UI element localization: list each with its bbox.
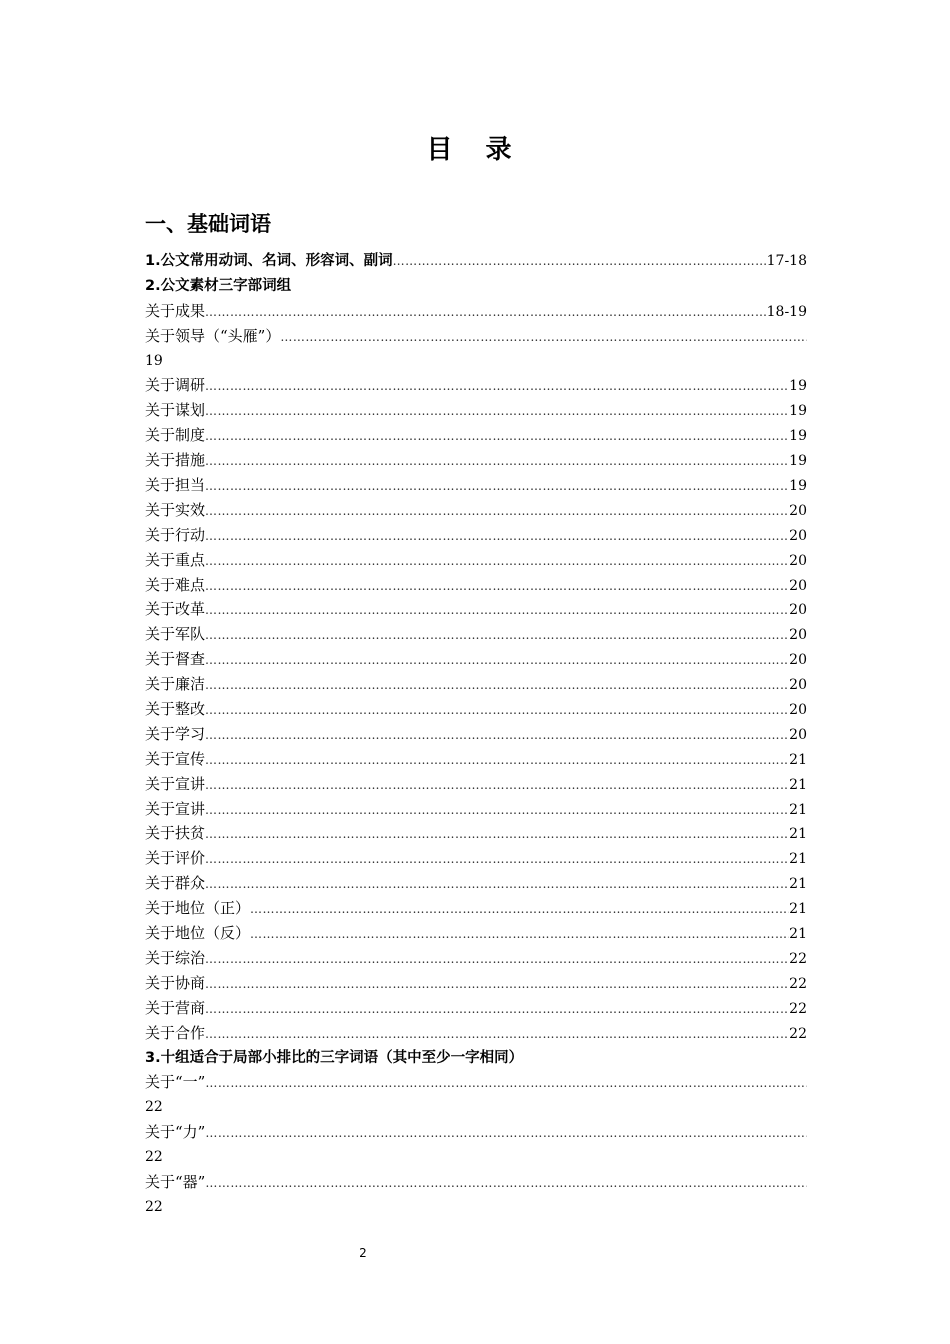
dot-leader xyxy=(205,997,789,1022)
toc-entry-label: 关于措施 xyxy=(145,451,206,470)
toc-entry[interactable] xyxy=(145,797,807,822)
toc-entry-page: 22 xyxy=(789,975,807,992)
toc-entry-label: 关于学习 xyxy=(145,724,206,743)
toc-entry-label: 关于廉洁 xyxy=(145,675,206,694)
toc-entry[interactable] xyxy=(145,647,807,672)
toc-entry-page: 21 xyxy=(789,876,807,893)
toc-entry-page: 20 xyxy=(789,502,807,519)
toc-entry-page: 20 xyxy=(789,552,807,569)
toc-entry-page: 22 xyxy=(145,1099,163,1116)
toc-entry[interactable] xyxy=(145,722,807,747)
toc-entry-page: 20 xyxy=(789,702,807,719)
dot-leader xyxy=(205,798,789,823)
toc-entry-label: 关于地位（反） xyxy=(145,924,251,943)
toc-entry-page: 20 xyxy=(789,677,807,694)
toc-entry-page: 20 xyxy=(789,652,807,669)
toc-entry-label: 关于群众 xyxy=(145,874,206,893)
toc-entry[interactable] xyxy=(145,921,807,946)
toc-entry-page: 19 xyxy=(789,428,807,445)
dot-leader xyxy=(280,325,807,350)
toc-entry-page: 22 xyxy=(789,1000,807,1017)
toc-entry-page: 22 xyxy=(145,1149,163,1166)
dot-leader xyxy=(250,897,789,922)
toc-entry[interactable] xyxy=(145,498,807,523)
toc-entry-label: 关于担当 xyxy=(145,476,206,495)
toc-entry-page: 19 xyxy=(145,352,163,369)
dot-leader xyxy=(250,922,789,947)
toc-entry-page: 17-18 xyxy=(766,253,807,269)
toc-entry[interactable] xyxy=(145,1120,807,1145)
dot-leader xyxy=(205,374,789,399)
toc-entry-label: 关于综治 xyxy=(145,948,206,967)
dot-leader xyxy=(205,773,789,798)
dot-leader xyxy=(205,1121,807,1146)
toc-entry[interactable] xyxy=(145,622,807,647)
toc-entry-page: 19 xyxy=(789,478,807,495)
toc-entry[interactable] xyxy=(145,747,807,772)
toc-entry-page: 21 xyxy=(789,826,807,843)
toc-entry-page: 22 xyxy=(145,1198,163,1215)
section-heading: 一、基础词语 xyxy=(145,212,271,236)
toc-entry-label: 关于协商 xyxy=(145,973,206,992)
toc-entry-label: 关于制度 xyxy=(145,426,206,445)
toc-entry[interactable] xyxy=(145,324,807,349)
dot-leader xyxy=(205,399,789,424)
toc-entry[interactable] xyxy=(145,1170,807,1195)
toc-heading xyxy=(145,1046,807,1071)
toc-entry[interactable] xyxy=(145,373,807,398)
toc-entry-label: 关于营商 xyxy=(145,998,206,1017)
dot-leader xyxy=(205,748,789,773)
toc-entry[interactable] xyxy=(145,697,807,722)
toc-entry-label: 关于宣讲 xyxy=(145,774,206,793)
dot-leader xyxy=(205,872,789,897)
toc-entry[interactable] xyxy=(145,772,807,797)
toc-entry-page: 20 xyxy=(789,627,807,644)
toc-entry-label: 1.公文常用动词、名词、形容词、副词 xyxy=(145,253,393,269)
dot-leader xyxy=(205,474,789,499)
toc-entry[interactable] xyxy=(145,871,807,896)
dot-leader xyxy=(205,648,789,673)
dot-leader xyxy=(205,698,789,723)
toc-entry-label: 关于成果 xyxy=(145,301,206,320)
dot-leader xyxy=(205,300,767,325)
toc-entry-label: 关于谋划 xyxy=(145,401,206,420)
toc-entry-label: 关于军队 xyxy=(145,625,206,644)
dot-leader xyxy=(205,499,789,524)
toc-entry-label: 关于督查 xyxy=(145,650,206,669)
dot-leader xyxy=(205,449,789,474)
toc-entry[interactable] xyxy=(145,946,807,971)
toc-entry-page: 22 xyxy=(789,950,807,967)
toc-entry-page: 20 xyxy=(789,577,807,594)
toc-entry[interactable] xyxy=(145,971,807,996)
toc-entry-label: 2.公文素材三字部词组 xyxy=(145,277,292,294)
toc-entry[interactable] xyxy=(145,299,807,324)
toc-entry-label: 3.十组适合于局部小排比的三字词语（其中至少一字相同） xyxy=(145,1049,524,1066)
toc-entry-page: 21 xyxy=(789,851,807,868)
toc-entry-label: 关于“一” xyxy=(145,1073,206,1092)
toc-entry-page: 21 xyxy=(789,776,807,793)
dot-leader xyxy=(205,822,789,847)
toc-entry-label: 关于扶贫 xyxy=(145,824,206,843)
toc-entry-label: 关于改革 xyxy=(145,600,206,619)
toc-entry[interactable] xyxy=(145,896,807,921)
toc-entry[interactable] xyxy=(145,548,807,573)
toc-entry-page: 20 xyxy=(789,726,807,743)
dot-leader xyxy=(205,1171,807,1196)
dot-leader xyxy=(205,723,789,748)
page-title: 目 录 xyxy=(426,135,524,165)
dot-leader xyxy=(205,598,789,623)
dot-leader xyxy=(205,574,789,599)
table-of-contents xyxy=(145,249,807,1220)
dot-leader xyxy=(205,673,789,698)
toc-entry-label: 关于“力” xyxy=(145,1123,206,1142)
toc-entry[interactable] xyxy=(145,846,807,871)
dot-leader xyxy=(205,424,789,449)
dot-leader xyxy=(205,524,789,549)
toc-entry-label: 关于“器” xyxy=(145,1172,206,1191)
toc-entry-page: 19 xyxy=(789,378,807,395)
toc-entry[interactable] xyxy=(145,597,807,622)
toc-entry-label: 关于行动 xyxy=(145,525,206,544)
dot-leader xyxy=(205,549,789,574)
toc-entry-label: 关于合作 xyxy=(145,1023,206,1042)
dot-leader xyxy=(393,249,767,274)
toc-entry[interactable] xyxy=(145,448,807,473)
toc-entry-label: 关于地位（正） xyxy=(145,899,251,918)
toc-entry[interactable] xyxy=(145,573,807,598)
toc-entry-page: 21 xyxy=(789,751,807,768)
toc-entry-label: 关于宣讲 xyxy=(145,799,206,818)
toc-entry-page: 19 xyxy=(789,453,807,470)
toc-entry-page: 22 xyxy=(789,1025,807,1042)
toc-entry[interactable] xyxy=(145,423,807,448)
toc-entry[interactable] xyxy=(145,1021,807,1046)
toc-entry-label: 关于评价 xyxy=(145,849,206,868)
dot-leader xyxy=(205,847,789,872)
toc-entry[interactable] xyxy=(145,473,807,498)
toc-entry-label: 关于难点 xyxy=(145,575,206,594)
dot-leader xyxy=(205,623,789,648)
dot-leader xyxy=(205,1071,807,1096)
toc-entry-label: 关于宣传 xyxy=(145,749,206,768)
toc-entry-label: 关于领导（“头雁”） xyxy=(145,326,281,345)
toc-entry-label: 关于重点 xyxy=(145,550,206,569)
dot-leader xyxy=(205,972,789,997)
toc-entry[interactable] xyxy=(145,249,807,274)
toc-entry-page: 21 xyxy=(789,901,807,918)
toc-entry-label: 关于调研 xyxy=(145,376,206,395)
toc-entry-label: 关于实效 xyxy=(145,500,206,519)
toc-entry-page: 20 xyxy=(789,602,807,619)
toc-entry-page: 18-19 xyxy=(766,303,807,320)
toc-entry[interactable] xyxy=(145,398,807,423)
toc-entry-page: 20 xyxy=(789,527,807,544)
toc-entry[interactable] xyxy=(145,996,807,1021)
dot-leader xyxy=(205,1022,789,1047)
toc-entry[interactable] xyxy=(145,523,807,548)
toc-entry-page: 19 xyxy=(789,403,807,420)
page-number: 2 xyxy=(359,1246,367,1260)
dot-leader xyxy=(205,947,789,972)
toc-entry-page: 21 xyxy=(789,801,807,818)
toc-heading xyxy=(145,274,807,299)
toc-entry[interactable] xyxy=(145,672,807,697)
toc-entry-label: 关于整改 xyxy=(145,700,206,719)
toc-entry[interactable] xyxy=(145,1070,807,1095)
toc-entry[interactable] xyxy=(145,821,807,846)
toc-entry-page: 21 xyxy=(789,926,807,943)
